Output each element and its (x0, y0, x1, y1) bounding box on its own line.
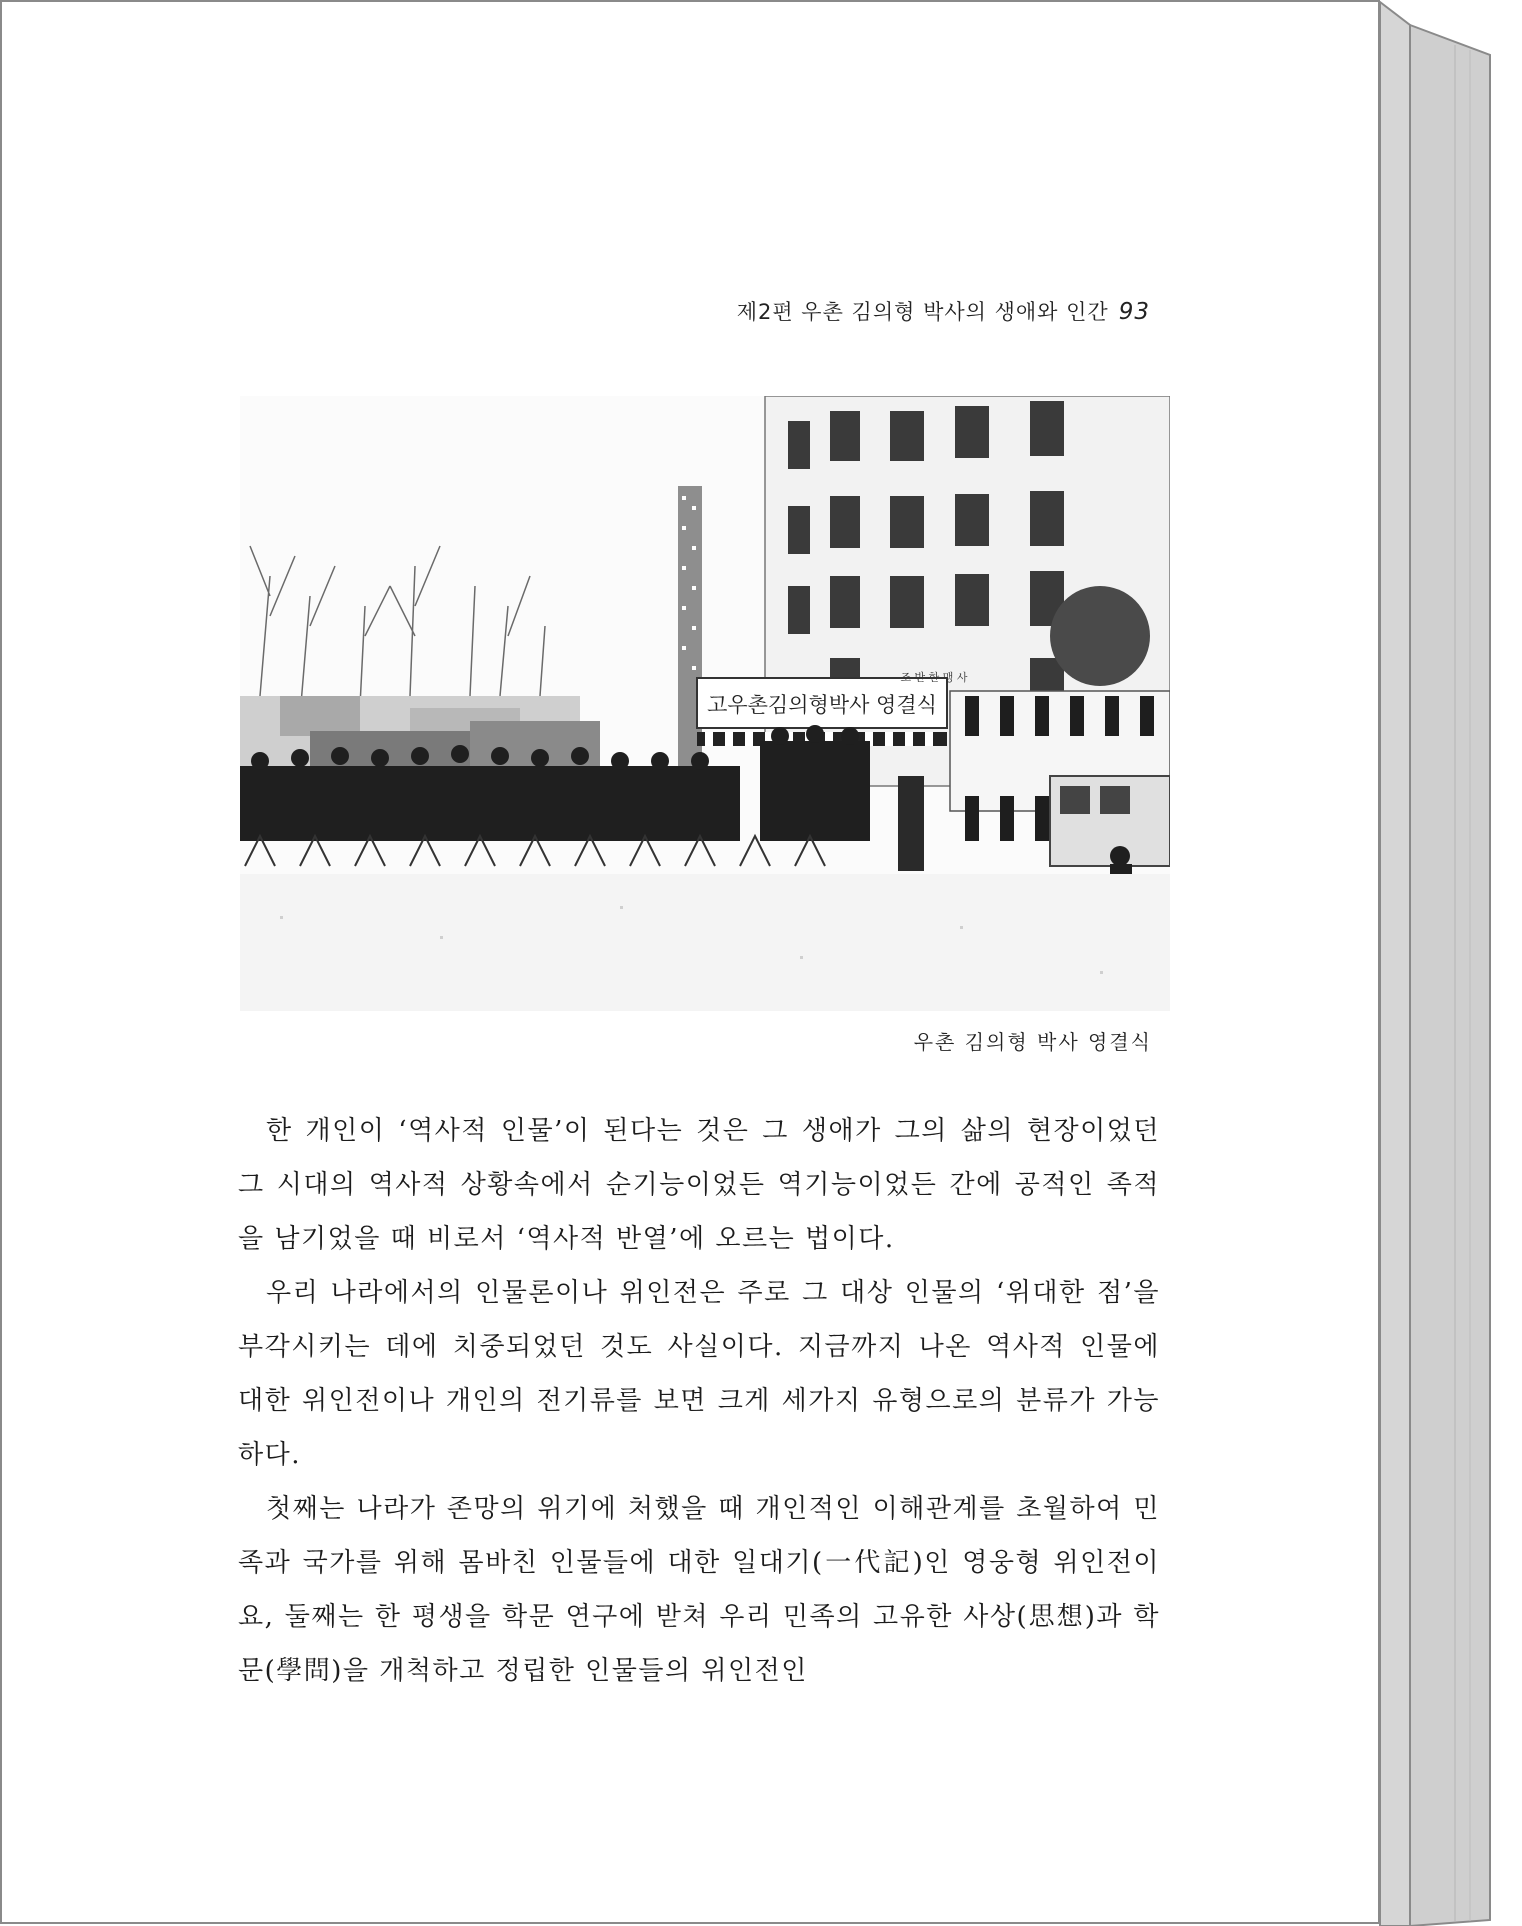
running-head-title: 제2편 우촌 김의형 박사의 생애와 인간 (736, 300, 1109, 324)
building-sign: 조 반 한 맹 사 (900, 671, 968, 684)
photo-caption: 우촌 김의형 박사 영결식 (913, 1030, 1152, 1054)
running-head (0, 296, 1150, 326)
paragraph: 첫째는 나라가 존망의 위기에 처했을 때 개인적인 이해관계를 초월하여 민족과 국가를 위해 몸바친 인물들에 대한 일대기(一代記)인 영웅형 위인전이요, 둘째는 한 평생을 학문 연구에 받쳐 우리 민족의 고유한 사상(思想)과 학문(學問)을 개척하고 정립한 인물들의 위인전인 (238, 1494, 1160, 1686)
paragraph: 우리 나라에서의 인물론이나 위인전은 주로 그 대상 인물의 ‘위대한 점’을 부각시키는 데에 치중되었던 것도 사실이다. 지금까지 나온 역사적 인물에 대한 위인전이나 개인의 전기류를 보면 크게 세가지 유형으로의 분류가 가능하다. (238, 1278, 1160, 1470)
banner-text: 고우촌김의형박사 영결식 (707, 693, 937, 717)
page-number: 93 (1118, 299, 1150, 325)
paragraph: 한 개인이 ‘역사적 인물’이 된다는 것은 그 생애가 그의 삶의 현장이었던 그 시대의 역사적 상황속에서 순기능이었든 역기능이었든 간에 공적인 족적을 남기었을 때 비로서 ‘역사적 반열’에 오르는 법이다. (238, 1116, 1160, 1254)
funeral-photo (240, 396, 1170, 1011)
body-text (238, 1104, 1160, 1698)
